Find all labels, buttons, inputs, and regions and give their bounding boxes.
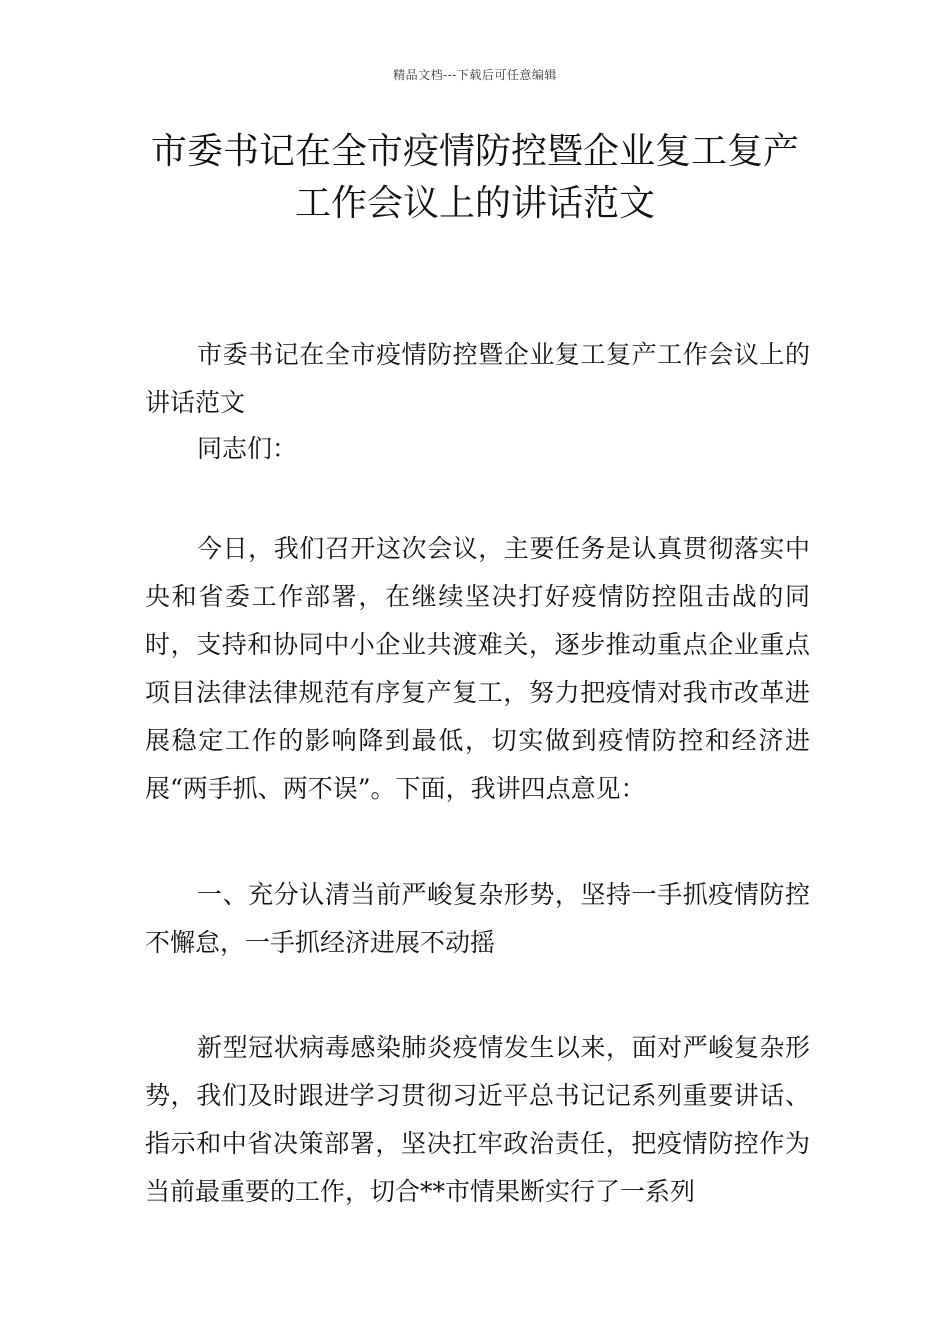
header-note: 精品文档---下载后可任意编辑 [393, 68, 557, 82]
salutation: 同志们： [197, 434, 298, 463]
document-title: 市委书记在全市疫情防控暨企业复工复产工作会议上的讲话范文 [150, 131, 799, 224]
body-paragraph: 新型冠状病毒感染肺炎疫情发生以来，面对严峻复杂形势，我们及时跟进学习贯彻习近平总书记记系列重要讲话、指示和中省决策部署，坚决扛牢政治责任，把疫情防控作为当前最重要的工作，切合**市情果断实行了一系列 [145, 1033, 810, 1206]
subtitle-paragraph: 市委书记在全市疫情防控暨企业复工复产工作会议上的讲话范文 [145, 340, 810, 417]
intro-paragraph: 今日，我们召开这次会议，主要任务是认真贯彻落实中央和省委工作部署，在继续坚决打好疫情防控阻击战的同时，支持和协同中小企业共渡难关，逐步推动重点企业重点项目法律法律规范有序复产复工，努力把疫情对我市改革进展稳定工作的影响降到最低，切实做到疫情防控和经济进展“两手抓、两不误”。下面，我讲四点意见： [145, 534, 810, 803]
section-heading-1: 一、充分认清当前严峻复杂形势，坚持一手抓疫情防控不懈怠，一手抓经济进展不动摇 [145, 880, 810, 957]
